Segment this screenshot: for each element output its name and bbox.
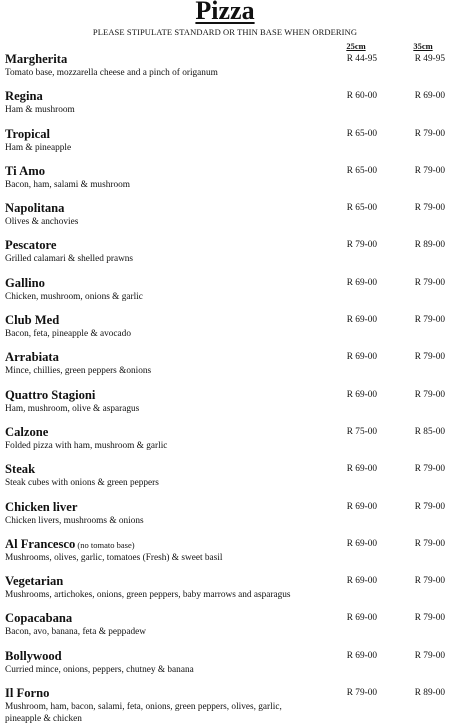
pizza-name-text: Ti Amo <box>5 163 46 178</box>
price-35cm: R 79-00 <box>414 389 445 400</box>
price-25cm: R 69-00 <box>346 576 377 587</box>
pizza-name-text: Bollywood <box>5 648 62 663</box>
price-35cm: R 79-00 <box>414 464 445 475</box>
menu-item <box>5 536 445 565</box>
pizza-name <box>5 275 445 292</box>
price-25cm: R 69-00 <box>346 277 377 288</box>
pizza-name-text: Arrabiata <box>5 350 59 365</box>
price-35cm: R 49-95 <box>414 54 445 64</box>
price-35cm: R 79-00 <box>414 576 445 587</box>
pizza-description: Ham, mushroom, olive & asparagus <box>5 403 140 414</box>
pizza-name <box>5 424 445 441</box>
menu-item <box>5 424 445 453</box>
menu-item <box>5 275 445 304</box>
price-35cm: R 79-00 <box>414 203 445 214</box>
pizza-description: Chicken livers, mushrooms & onions <box>5 515 144 526</box>
pizza-name-text: Napolitana <box>5 201 65 216</box>
item-spacer <box>5 378 445 387</box>
pizza-name-text: Margherita <box>5 52 68 66</box>
pizza-name <box>5 499 445 516</box>
menu-item <box>5 200 445 229</box>
item-spacer <box>5 452 445 461</box>
price-25cm: R 69-00 <box>346 352 377 363</box>
menu-item <box>5 685 445 725</box>
pizza-name-text: Regina <box>5 89 43 104</box>
menu-item <box>5 610 445 639</box>
price-25cm: R 75-00 <box>346 426 377 437</box>
menu-item <box>5 163 445 192</box>
size-small-header: 25cm <box>346 41 366 51</box>
ordering-instruction: PLEASE STIPULATE STANDARD OR THIN BASE WHEN ORDERING <box>92 27 358 37</box>
pizza-description: Curried mince, onions, peppers, chutney & banana <box>5 664 194 675</box>
pizza-name <box>5 163 445 180</box>
pizza-name-text: Gallino <box>5 275 45 290</box>
price-35cm: R 79-00 <box>414 165 445 176</box>
price-25cm: R 69-00 <box>346 650 377 661</box>
item-spacer <box>5 602 445 611</box>
pizza-description: Folded pizza with ham, mushroom & garlic <box>5 440 168 451</box>
page-title: Pizza <box>195 0 255 25</box>
price-25cm: R 79-00 <box>346 688 377 699</box>
price-35cm: R 79-00 <box>414 315 445 326</box>
pizza-name <box>5 312 445 329</box>
pizza-description: Grilled calamari & shelled prawns <box>5 254 134 265</box>
pizza-menu-list <box>5 51 445 725</box>
pizza-description: Chicken, mushroom, onions & garlic <box>5 291 143 302</box>
item-spacer <box>5 415 445 424</box>
pizza-name <box>5 88 445 105</box>
price-35cm: R 79-00 <box>414 613 445 624</box>
pizza-description: Mince, chillies, green peppers &onions <box>5 366 152 377</box>
pizza-name-text: Copacabana <box>5 611 73 626</box>
price-35cm: R 69-00 <box>414 91 445 102</box>
pizza-name-text: Tropical <box>5 126 51 141</box>
price-35cm: R 85-00 <box>414 426 445 437</box>
menu-item <box>5 573 445 602</box>
pizza-name-text: Steak <box>5 462 36 477</box>
menu-item <box>5 349 445 378</box>
item-spacer <box>5 229 445 238</box>
price-25cm: R 44-95 <box>346 54 377 64</box>
price-25cm: R 69-00 <box>346 389 377 400</box>
pizza-name-text: Al Francesco <box>5 536 76 551</box>
pizza-description: Mushrooms, olives, garlic, tomatoes (Fresh) & sweet basil <box>5 552 223 563</box>
price-35cm: R 89-00 <box>414 688 445 699</box>
price-25cm: R 69-00 <box>346 464 377 475</box>
price-35cm: R 79-00 <box>414 538 445 549</box>
pizza-name-text: Pescatore <box>5 238 57 253</box>
menu-item <box>5 237 445 266</box>
pizza-name <box>5 461 445 478</box>
pizza-description: Tomato base, mozzarella cheese and a pinch of origanum <box>5 68 218 78</box>
price-35cm: R 79-00 <box>414 650 445 661</box>
pizza-name <box>5 349 445 366</box>
price-25cm: R 65-00 <box>346 203 377 214</box>
pizza-name <box>5 237 445 254</box>
pizza-note: (no tomato base) <box>75 539 135 550</box>
price-25cm: R 69-00 <box>346 538 377 549</box>
pizza-description: Olives & anchovies <box>5 217 79 228</box>
menu-item <box>5 126 445 155</box>
menu-item <box>5 312 445 341</box>
pizza-name <box>5 536 445 553</box>
pizza-description: Bacon, avo, banana, feta & peppadew <box>5 627 146 638</box>
menu-item <box>5 461 445 490</box>
item-spacer <box>5 154 445 163</box>
pizza-description: Steak cubes with onions & green peppers <box>5 478 159 489</box>
price-25cm: R 65-00 <box>346 165 377 176</box>
item-spacer <box>5 490 445 499</box>
menu-item <box>5 648 445 677</box>
menu-item <box>5 499 445 528</box>
pizza-name-text: Quattro Stagioni <box>5 387 96 402</box>
price-25cm: R 69-00 <box>346 315 377 326</box>
item-spacer <box>5 527 445 536</box>
price-25cm: R 69-00 <box>346 501 377 512</box>
item-spacer <box>5 266 445 275</box>
pizza-name <box>5 573 445 590</box>
pizza-description: Mushroom, ham, bacon, salami, feta, onions, green peppers, olives, garlic, pineapple & chicken <box>5 702 282 724</box>
pizza-name <box>5 126 445 143</box>
pizza-description: Ham & pineapple <box>5 142 72 153</box>
price-35cm: R 79-00 <box>414 352 445 363</box>
price-25cm: R 65-00 <box>346 128 377 139</box>
size-large-header: 35cm <box>413 41 433 51</box>
pizza-description: Ham & mushroom <box>5 105 75 116</box>
price-35cm: R 89-00 <box>414 240 445 251</box>
item-spacer <box>5 80 445 89</box>
menu-item <box>5 387 445 416</box>
item-spacer <box>5 564 445 573</box>
item-spacer <box>5 341 445 350</box>
item-spacer <box>5 117 445 126</box>
item-spacer <box>5 303 445 312</box>
price-35cm: R 79-00 <box>414 277 445 288</box>
price-35cm: R 79-00 <box>414 128 445 139</box>
pizza-name <box>5 51 445 68</box>
pizza-name <box>5 685 445 702</box>
item-spacer <box>5 191 445 200</box>
price-25cm: R 69-00 <box>346 613 377 624</box>
pizza-description: Bacon, ham, salami & mushroom <box>5 179 130 190</box>
price-35cm: R 79-00 <box>414 501 445 512</box>
pizza-name-text: Chicken liver <box>5 499 78 514</box>
pizza-name-text: Calzone <box>5 424 49 439</box>
price-25cm: R 79-00 <box>346 240 377 251</box>
pizza-name-text: Vegetarian <box>5 574 64 589</box>
pizza-name-text: Il Forno <box>5 686 50 701</box>
price-25cm: R 60-00 <box>346 91 377 102</box>
item-spacer <box>5 676 445 685</box>
menu-item <box>5 88 445 117</box>
pizza-name <box>5 200 445 217</box>
pizza-description: Mushrooms, artichokes, onions, green peppers, baby marrows and asparagus <box>5 590 291 601</box>
pizza-name-text: Club Med <box>5 313 60 328</box>
pizza-description: Bacon, feta, pineapple & avocado <box>5 329 131 340</box>
menu-item <box>5 51 445 80</box>
pizza-name <box>5 610 445 627</box>
pizza-name <box>5 387 445 404</box>
item-spacer <box>5 639 445 648</box>
pizza-name <box>5 648 445 665</box>
